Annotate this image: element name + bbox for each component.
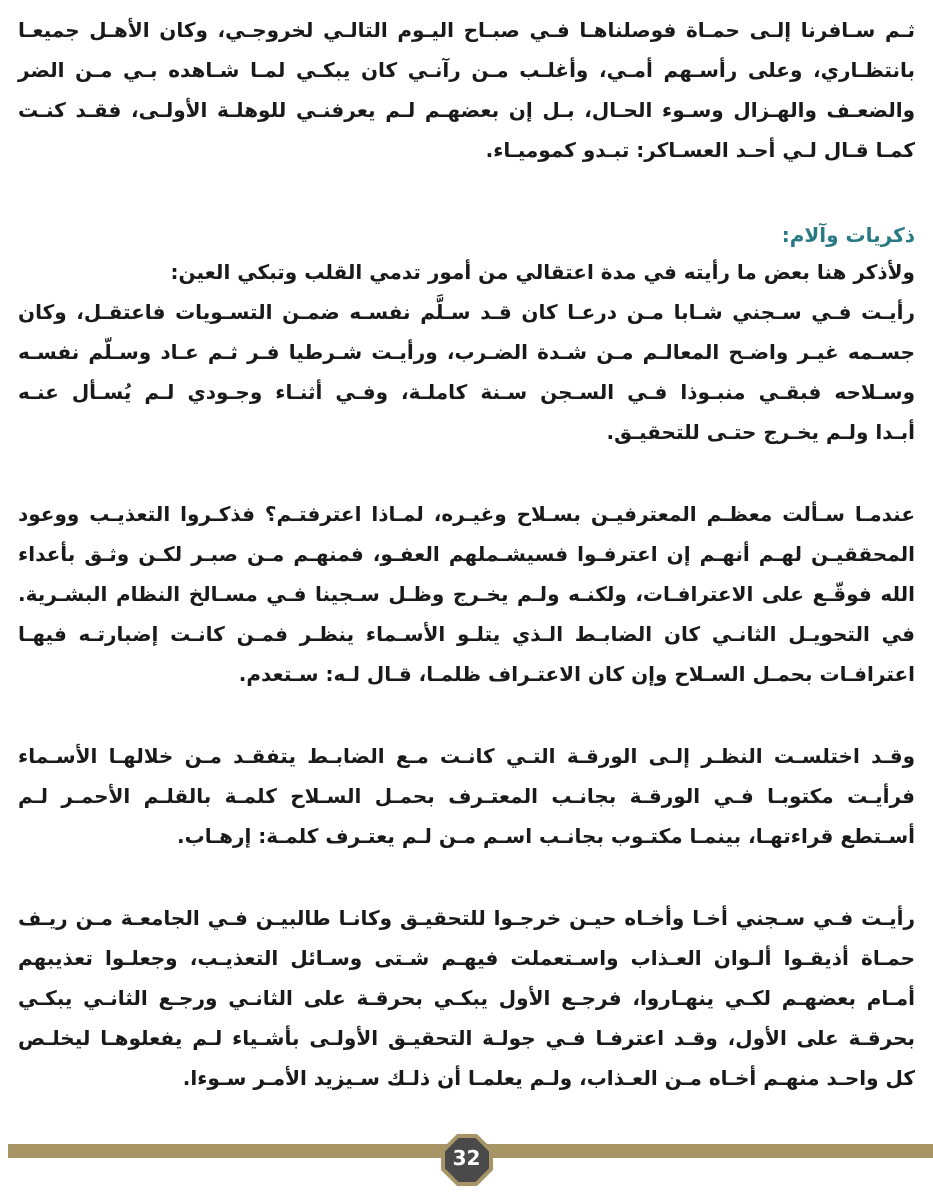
text-line: المحققيـن لهـم أنهـم إن اعترفـوا فسيشـملهم العفـو، فمنهـم مـن صبـر لكـن وثـق بأعداء [18,542,915,566]
text-line: حمـاة أذيقـوا ألـوان العـذاب واسـتعملت فيهـم شـتى وسـائل التعذيـب، وجعلـوا تعذيبهم [18,946,915,970]
text-line: كل واحـد منهـم أخـاه مـن العـذاب، ولـم يعلمـا أن ذلـك سـيزيد الأمـر سـوءا. [182,1066,915,1090]
text-line: كمـا قـال لـي أحـد العسـاكر: تبـدو كموميـاء. [485,138,915,162]
paragraph-confessions [18,494,915,694]
text-line: أبـدا ولـم يخـرج حتـى للتحقيـق. [606,420,915,444]
paragraph-intro [18,252,915,292]
text-line: جسـمه غيـر واضـح المعالـم مـن شـدة الضـرب، ورأيـت شـرطيا فـر ثـم عـاد وسـلّم نفسـه [18,340,915,364]
section-heading: ذكريات وآلام: [781,223,915,247]
text-line: والضعـف والهـزال وسـوء الحـال، بـل إن بعضهـم لـم يعرفنـي للوهلـة الأولـى، فقـد كنـت [18,98,915,122]
page-content [18,10,915,1098]
text-line: ولأذكر هنا بعض ما رأيته في مدة اعتقالي من أمور تدمي القلب وتبكي العين: [170,260,915,284]
paragraph-young-man-from-daraa [18,292,915,452]
text-line: بحرقـة على الأول، وقـد اعترفـا فـي جولـة التحقيـق الأولـى بأشـياء لـم يفعلوهـا ليخلـص [18,1026,915,1050]
text-line: وقـد اختلسـت النظـر إلـى الورقـة التـي كانـت مـع الضابـط يتفقـد مـن خلالهـا الأسـماء [18,744,915,768]
paragraph-return-to-hama [18,10,915,170]
page-number-badge [439,1132,495,1188]
paragraph-two-brothers [18,898,915,1098]
text-line: عندمـا سـألت معظـم المعترفيـن بسـلاح وغيـره، لمـاذا اعترفتـم؟ فذكـروا التعذيـب ووعود [18,502,915,526]
text-line: في التحويـل الثانـي كان الضابـط الـذي يتلـو الأسـماء ينظـر فمـن كانـت إضبارتـه فيهـا [18,622,915,646]
paragraph-officer-paper [18,736,915,856]
page-number: 32 [452,1146,481,1170]
text-line: فرأيـت مكتوبـا فـي الورقـة بجانـب المعتـرف بحمـل السـلاح كلمـة بالقلـم الأحمـر لـم [18,784,915,808]
text-line: رأيـت فـي سـجني أخـا وأخـاه حيـن خرجـوا للتحقيـق وكانـا طالبيـن فـي الجامعـة مـن ريـف [18,906,915,930]
text-line: رأيـت فـي سـجني شـابا مـن درعـا كان قـد سـلَّم نفسـه ضمـن التسـويات فاعتقـل، وكان [18,300,915,324]
page-footer [0,1134,933,1168]
text-line: أمـام بعضهـم لكـي ينهـاروا، فرجـع الأول يبكـي بحرقـة على الثانـي ورجـع الثانـي يبكـي [18,986,915,1010]
text-line: اعترافـات بحمـل السـلاح وإن كان الاعتـراف ظلمـا، قـال لـه: سـتعدم. [238,662,915,686]
text-line: ثـم سـافرنا إلـى حمـاة فوصلناهـا فـي صبـاح اليـوم التالـي لخروجـي، وكان الأهـل جميعـا [18,18,915,42]
text-line: وسـلاحه فبقـي منبـوذا فـي السـجن سـنة كاملـة، وفـي أثنـاء وجـودي لـم يُسـأل عنـه [18,380,915,404]
text-line: بانتظـاري، وعلى رأسـهم أمـي، وأغلـب مـن رآنـي كان يبكـي لمـا شـاهده بـي مـن الضر [18,58,915,82]
text-line: الله فوقّـع على الاعترافـات، ولكنـه ولـم يخـرج وظـل سـجينا فـي مسـالخ النظام البشـرية. [18,582,915,606]
text-line: أسـتطع قراءتهـا، بينمـا مكتـوب بجانـب اسـم مـن لـم يعتـرف كلمـة: إرهـاب. [177,824,915,848]
